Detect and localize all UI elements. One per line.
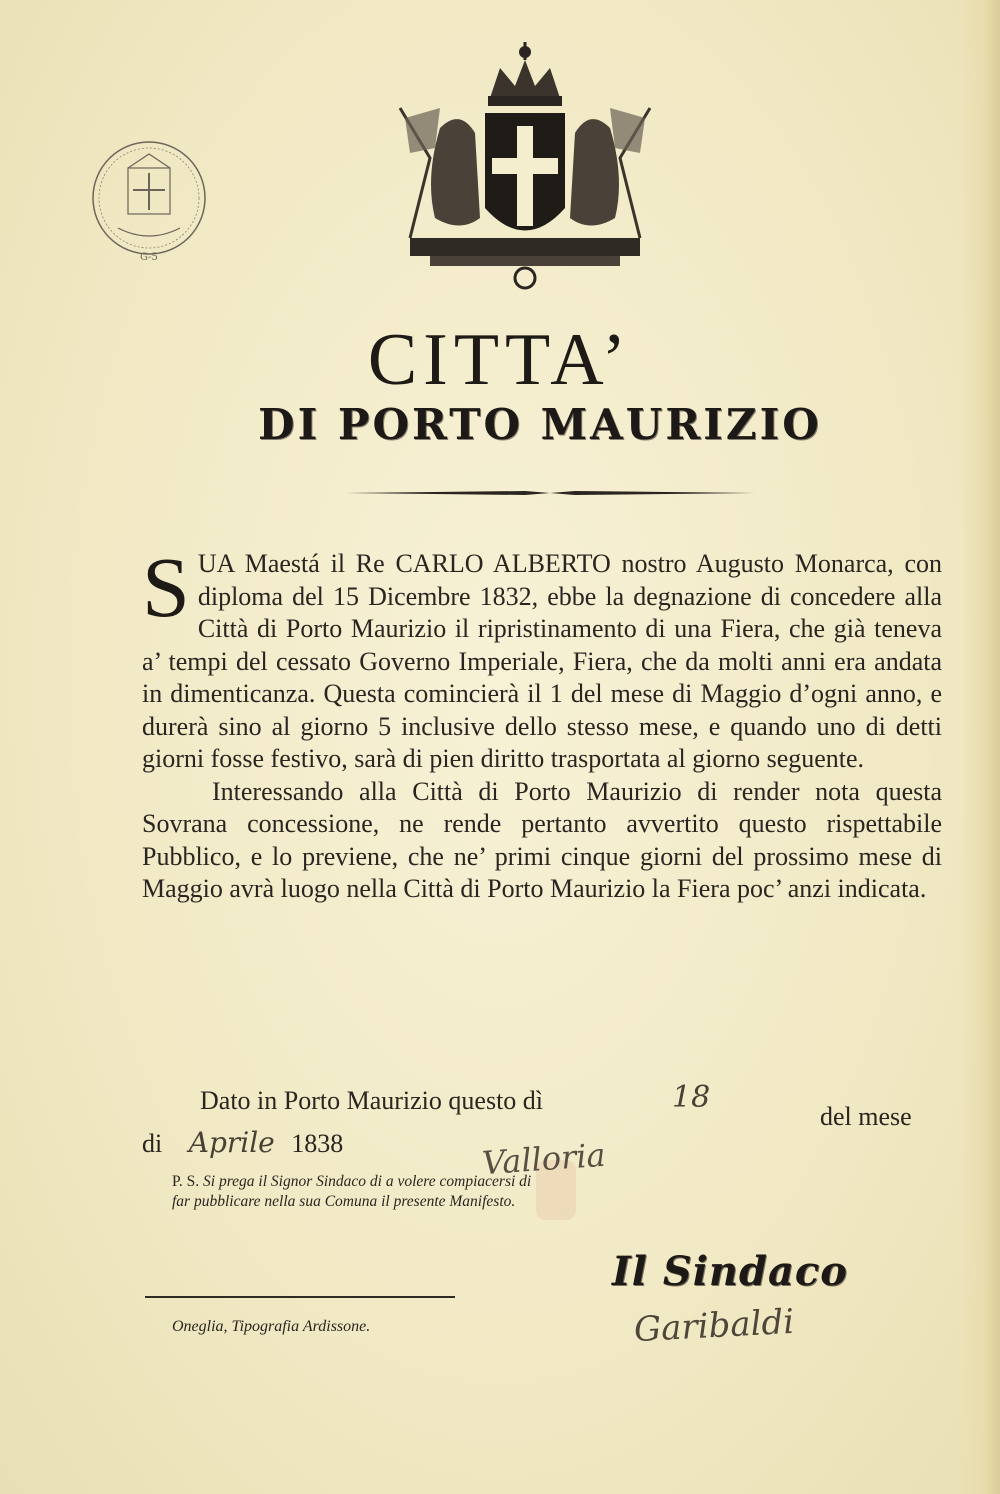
document-title: CITTA’ — [367, 319, 633, 401]
paragraph-2: Interessando alla Città di Porto Maurizio di render nota questa Sovrana concessione, ne rende pertanto avvertito questo rispettabile Pubblico, e lo previene, che ne’ primi cinque giorni del prossimo mese di Maggio avrà luogo nella Città di Porto Maurizio la Fiera poc’ anzi indicata. — [142, 776, 942, 903]
dated-prefix: Dato in Porto Maurizio questo dì — [200, 1086, 544, 1115]
dated-suffix: del mese — [820, 1102, 912, 1131]
savoy-coat-of-arms-icon — [380, 38, 670, 296]
ps-label: P. S. — [172, 1173, 200, 1190]
ps-text: Si prega il Signor Sindaco di a volere compiacersi di far pubblicare nella sua Comuna il presente Manifesto. — [172, 1173, 532, 1210]
di-label: di — [142, 1129, 163, 1158]
paragraph-1-text: UA Maestá il Re CARLO ALBERTO nostro Augusto Monarca, con diploma del 15 Dicembre 1832, ebbe la degnazione di concedere alla Città di Porto Maurizio il ripristinamento di una Fiera, che già teneva a’ tempi del cessato Governo Imperiale, Fiera, che da molti anni era andata in dimenticanza. Questa comincierà il 1 del mese di Maggio d’ogni anno, e durerà sino al giorno 5 inclusive dello stesso mese, e quando uno di detti giorni fosse festivo, sarà di pien diritto trasportata al giorno seguente. — [142, 549, 942, 773]
seal-stamp-icon — [88, 118, 210, 270]
signature-name: Garibaldi — [633, 1301, 796, 1351]
dated-year: 1838 — [291, 1129, 344, 1158]
signature-title: Il Sindaco — [612, 1248, 848, 1295]
footer-rule — [145, 1296, 455, 1298]
proclamation-body — [142, 539, 942, 906]
postscript — [172, 1172, 532, 1212]
dated-day: 18 — [672, 1080, 711, 1115]
handwritten-place: Valloria — [480, 1135, 607, 1183]
drop-cap: S — [142, 539, 190, 635]
dated-month: Aprile — [188, 1126, 275, 1159]
document-subtitle: DI PORTO MAURIZIO — [258, 400, 822, 449]
paragraph-1 — [142, 539, 942, 776]
dated-line — [200, 1080, 940, 1131]
ornamental-divider — [345, 490, 755, 496]
printer-imprint: Oneglia, Tipografia Ardissone. — [172, 1318, 371, 1335]
stamp-code: G-5 — [140, 252, 158, 263]
paper-edge — [960, 0, 1000, 1494]
